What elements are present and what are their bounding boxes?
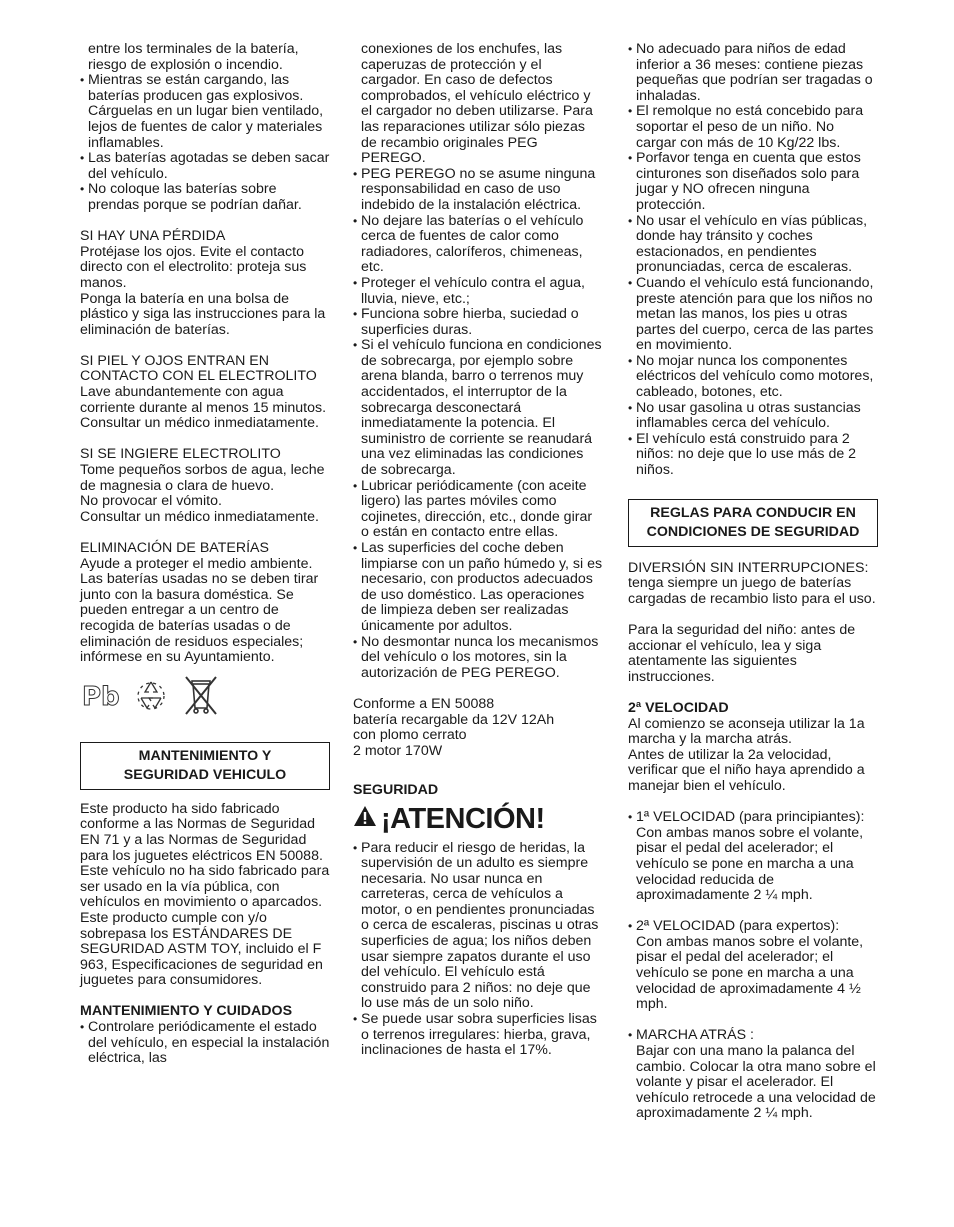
- conform-line: con plomo cerrato: [353, 727, 467, 744]
- list-item: • No mojar nunca los componentes eléctricos del vehículo como motores, cableado, botones, etc.: [628, 354, 878, 401]
- conform-line: 2 motor 170W: [353, 742, 443, 759]
- column-1: [80, 42, 330, 1067]
- list-item: • Las baterías agotadas se deben sacar del vehículo.: [80, 151, 330, 182]
- disposal-heading: ELIMINACIÓN DE BATERÍAS: [80, 540, 269, 556]
- lead-symbol: Pb: [82, 681, 120, 712]
- column-3: [628, 42, 878, 1122]
- norms-text: Este producto ha sido fabricado conforme a las Normas de Seguridad EN 71 y a las Normas de Seguridad para los juguetes eléctricos EN 50088.: [80, 800, 323, 864]
- care-bullets: [80, 1020, 330, 1067]
- maintenance-box-heading: [80, 742, 330, 790]
- conform-line: Conforme a EN 50088: [353, 695, 495, 712]
- list-item: • Cuando el vehículo está funcionando, preste atención para que los niños no metan las manos, los pies u otras partes del cuerpo, cerca de las partes en movimiento.: [628, 276, 878, 354]
- list-item: • No desmontar nunca los mecanismos del vehículo o los motores, sin la autorización de PEG PEREGO.: [353, 635, 603, 682]
- attention-banner: [353, 803, 603, 835]
- list-item: • No coloque las baterías sobre prendas porque se podrían dañar.: [80, 182, 330, 213]
- disposal-text: Ayude a proteger el medio ambiente.: [80, 555, 313, 572]
- child-safety-text: Para la seguridad del niño: antes de accionar el vehículo, lea y siga atentamente las siguientes instrucciones.: [628, 622, 856, 685]
- continued-text: conexiones de los enchufes, las caperuzas de protección y el cargador. En caso de defectos comprobados, el vehículo eléctrico y el cargador no deben utilizarse. Para las reparaciones utilizar sólo piezas de recambio originales PEG PEREGO.: [361, 41, 593, 167]
- intro-line: riesgo de explosión o incendio.: [88, 56, 283, 73]
- list-item: • Mientras se están cargando, las baterías producen gas explosivos. Cárguelas en un lugar bien ventilado, lejos de fuentes de calor y materiales inflamables.: [80, 73, 330, 151]
- attention-title: ¡ATENCIÓN!: [381, 802, 545, 835]
- list-item: • Para reducir el riesgo de heridas, la supervisión de un adulto es siempre necesaria. No usar nunca en carreteras, cerca de vehículos a motor, o en pendientes pronunciadas o cerca de escaleras, piscinas u otras superficies de agua; los niños deben usar siempre zapatos durante el uso del vehículo. El vehículo está construido para 2 niños: no deje que lo use más de un solo niño.: [353, 841, 603, 1013]
- leak-heading: SI HAY UNA PÉRDIDA: [80, 228, 226, 245]
- leak-text: Protéjase los ojos. Evite el contacto directo con el electrolito: proteja sus manos.: [80, 243, 307, 291]
- list-item: • No adecuado para niños de edad inferior a 36 meses: contiene piezas pequeñas que podrían ser tragadas o inhaladas.: [628, 42, 878, 104]
- gear2-text: Con ambas manos sobre el volante, pisar el pedal del acelerador; el vehículo se pone en marcha a una velocidad de aproximadamente 4 ½ mph.: [636, 933, 864, 1013]
- safety-bullets: [628, 42, 878, 479]
- list-item: [628, 810, 878, 904]
- intro-line: entre los terminales de la batería,: [88, 41, 299, 57]
- gear-bullets: [628, 919, 878, 1013]
- speed2-text: Antes de utilizar la 2a velocidad, verificar que el niño haya aprendido a manejar bien el vehículo.: [628, 746, 865, 794]
- care-heading: MANTENIMIENTO Y CUIDADOS: [80, 1003, 293, 1020]
- conform-line: batería recargable da 12V 12Ah: [353, 711, 555, 728]
- gear-bullets: [628, 1028, 878, 1122]
- leak-text: Ponga la batería en una bolsa de plástico y siga las instrucciones para la eliminación de baterías.: [80, 290, 326, 338]
- ingest-text: Tome pequeños sorbos de agua, leche de magnesia o clara de huevo.: [80, 462, 325, 494]
- list-item: • No usar el vehículo en vías públicas, donde hay tránsito y coches estacionados, en pendientes pronunciadas, cerca de escaleras.: [628, 214, 878, 276]
- speed2-heading: 2ª VELOCIDAD: [628, 699, 729, 716]
- driving-rules-box-heading: [628, 499, 878, 547]
- security-bullets: [353, 841, 603, 1059]
- list-item: • Lubricar periódicamente (con aceite ligero) las partes móviles como cojinetes, dirección, etc., donde girar o están en contacto entre ellas.: [353, 479, 603, 541]
- battery-bullets: [80, 73, 330, 213]
- list-item: • PEG PEREGO no se asume ninguna responsabilidad en caso de uso indebido de la instalación eléctrica.: [353, 167, 603, 214]
- reverse-title: • MARCHA ATRÁS :: [636, 1027, 754, 1044]
- ingest-heading: SI SE INGIERE ELECTROLITO: [80, 446, 281, 463]
- list-item: • Funciona sobre hierba, suciedad o superficies duras.: [353, 307, 603, 338]
- list-item: • No usar gasolina u otras sustancias inflamables cerca del vehículo.: [628, 401, 878, 432]
- list-item: • El vehículo está construido para 2 niños: no deje que lo use más de 2 niños.: [628, 432, 878, 479]
- reverse-text: Bajar con una mano la palanca del cambio. Colocar la otra mano sobre el volante y pisar el acelerador. El vehículo retrocede a una velocidad de aproximadamente 2 ¼ mph.: [636, 1043, 876, 1122]
- skin-text: Consultar un médico inmediatamente.: [80, 415, 319, 432]
- warning-icon: [353, 805, 377, 832]
- list-item: • Si el vehículo funciona en condiciones de sobrecarga, por ejemplo sobre arena blanda, barro o terrenos muy accidentados, el interruptor de la sobrecarga desconectará inmediatamente la potencia. El suministro de corriente se reanudará una vez eliminadas las condiciones de sobrecarga.: [353, 338, 603, 478]
- list-item: • Se puede usar sobra superficies lisas o terrenos irregulares: hierba, grava, inclinaciones de hasta el 17%.: [353, 1012, 603, 1059]
- list-item: • Las superficies del coche deben limpiarse con un paño húmedo y, si es necesario, con productos adecuados de uso doméstico. Las operaciones de limpieza deben ser realizadas únicamente por adultos.: [353, 541, 603, 635]
- gear1-text: Con ambas manos sobre el volante, pisar el pedal del acelerador; el vehículo se pone en marcha a una velocidad reducida de aproximadamente 2 ¼ mph.: [636, 824, 864, 904]
- fun-text: DIVERSIÓN SIN INTERRUPCIONES: tenga siempre un juego de baterías cargadas de recambio listo para el uso.: [628, 559, 876, 607]
- disposal-symbols: [82, 676, 330, 720]
- disposal-text: Las baterías usadas no se deben tirar junto con la basura doméstica. Se pueden entregar a un centro de recogida de baterías usadas o de eliminación de residuos especiales; infórmese en su Ayuntamiento.: [80, 571, 319, 666]
- list-item: • El remolque no está concebido para soportar el peso de un niño. No cargar con más de 10 Kg/22 lbs.: [628, 104, 878, 151]
- box-heading-line: REGLAS PARA CONDUCIR EN: [650, 504, 856, 521]
- skin-text: Lave abundantemente con agua corriente durante al menos 15 minutos.: [80, 384, 327, 416]
- ingest-text: Consultar un médico inmediatamente.: [80, 508, 319, 525]
- speed2-text: Al comienzo se aconseja utilizar la 1a marcha y la marcha atrás.: [628, 715, 865, 748]
- list-item: [628, 1028, 878, 1122]
- gear2-title: • 2ª VELOCIDAD (para expertos):: [636, 918, 840, 935]
- box-heading-line: MANTENIMIENTO Y: [138, 747, 272, 764]
- norms-text: Este producto cumple con y/o sobrepasa los ESTÁNDARES DE SEGURIDAD ASTM TOY, incluido el F 963, Especificaciones de seguridad en juguetes para consumidores.: [80, 909, 323, 989]
- crossed-bin-icon: [182, 674, 220, 721]
- list-item: • Porfavor tenga en cuenta que estos cinturones son diseñados solo para jugar y NO ofrecen ninguna protección.: [628, 151, 878, 213]
- list-item: [628, 919, 878, 1013]
- list-item: • Proteger el vehículo contra el agua, lluvia, nieve, etc.;: [353, 276, 603, 307]
- norms-text: Este vehículo no ha sido fabricado para ser usado en la vía pública, con vehículos en movimiento o aparcados.: [80, 863, 330, 911]
- recycle-icon: [134, 678, 168, 717]
- box-heading-line: SEGURIDAD VEHICULO: [123, 766, 287, 783]
- gear1-title: • 1ª VELOCIDAD (para principiantes):: [636, 809, 865, 826]
- maintenance-bullets: [353, 167, 603, 682]
- box-heading-line: CONDICIONES DE SEGURIDAD: [646, 523, 860, 540]
- security-heading: SEGURIDAD: [353, 781, 439, 798]
- column-2: [353, 42, 603, 1059]
- list-item: • No dejare las baterías o el vehículo cerca de fuentes de calor como radiadores, caloríferos, chimeneas, etc.: [353, 214, 603, 276]
- gear-bullets: [628, 810, 878, 904]
- list-item: • Controlare periódicamente el estado del vehículo, en especial la instalación eléctrica, las: [80, 1020, 330, 1067]
- skin-heading: SI PIEL Y OJOS ENTRAN EN CONTACTO CON EL ELECTROLITO: [80, 352, 317, 385]
- ingest-text: No provocar el vómito.: [80, 493, 222, 510]
